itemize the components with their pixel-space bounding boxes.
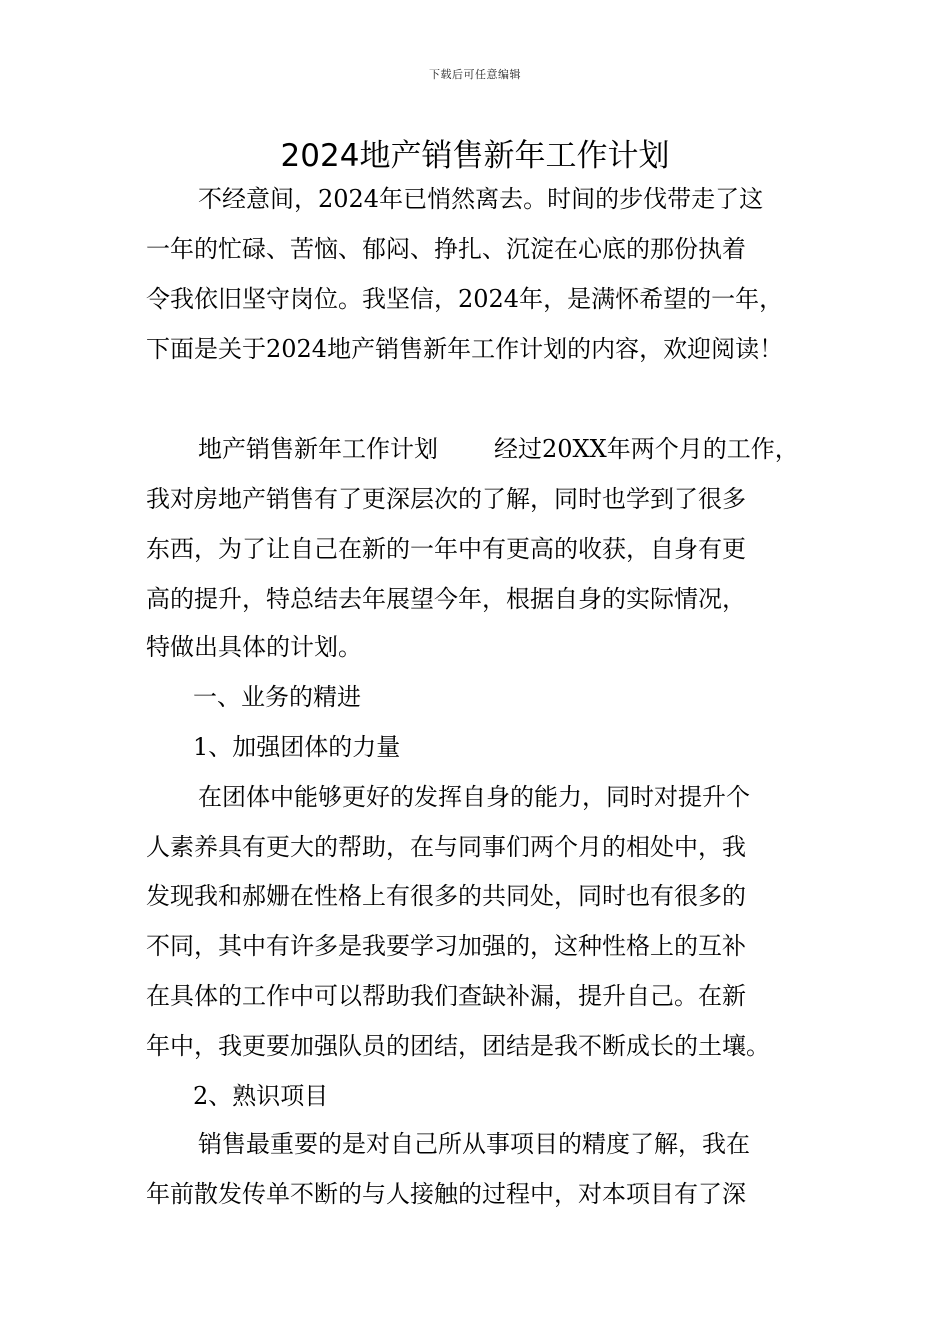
paragraph-line: 下面是关于2024地产销售新年工作计划的内容，欢迎阅读！ <box>146 335 784 363</box>
paragraph-line: 令我依旧坚守岗位。我坚信，2024年，是满怀希望的一年， <box>146 285 784 313</box>
subsection-heading: 1、加强团体的力量 <box>193 733 401 761</box>
header-note: 下载后可任意编辑 <box>429 68 521 81</box>
plan-heading-inline: 地产销售新年工作计划 <box>198 435 438 463</box>
paragraph-line: 在团体中能够更好的发挥自身的能力，同时对提升个 <box>198 783 750 811</box>
paragraph-line: 不经意间，2024年已悄然离去。时间的步伐带走了这 <box>198 185 764 213</box>
paragraph-line: 东西，为了让自己在新的一年中有更高的收获，自身有更 <box>146 535 746 563</box>
paragraph-line: 发现我和郝姗在性格上有很多的共同处，同时也有很多的 <box>146 882 746 910</box>
paragraph-line: 不同，其中有许多是我要学习加强的，这种性格上的互补 <box>146 932 746 960</box>
paragraph-line: 人素养具有更大的帮助，在与同事们两个月的相处中，我 <box>146 833 746 861</box>
paragraph-line: 年中，我更要加强队员的团结，团结是我不断成长的土壤。 <box>146 1032 770 1060</box>
paragraph-line: 我对房地产销售有了更深层次的了解，同时也学到了很多 <box>146 485 746 513</box>
plan-intro-text: 经过20XX年两个月的工作， <box>494 435 799 463</box>
paragraph-line: 特做出具体的计划。 <box>146 633 362 661</box>
paragraph-line: 销售最重要的是对自己所从事项目的精度了解，我在 <box>198 1130 750 1158</box>
document-title: 2024地产销售新年工作计划 <box>280 138 670 174</box>
paragraph-line: 在具体的工作中可以帮助我们查缺补漏，提升自己。在新 <box>146 982 746 1010</box>
paragraph-line: 一年的忙碌、苦恼、郁闷、挣扎、沉淀在心底的那份执着 <box>146 235 746 263</box>
section-heading: 一、业务的精进 <box>193 683 361 711</box>
paragraph-line: 年前散发传单不断的与人接触的过程中，对本项目有了深 <box>146 1180 746 1208</box>
section-intro-line <box>198 434 799 464</box>
subsection-heading: 2、熟识项目 <box>193 1082 329 1110</box>
paragraph-line: 高的提升，特总结去年展望今年，根据自身的实际情况， <box>146 585 746 613</box>
